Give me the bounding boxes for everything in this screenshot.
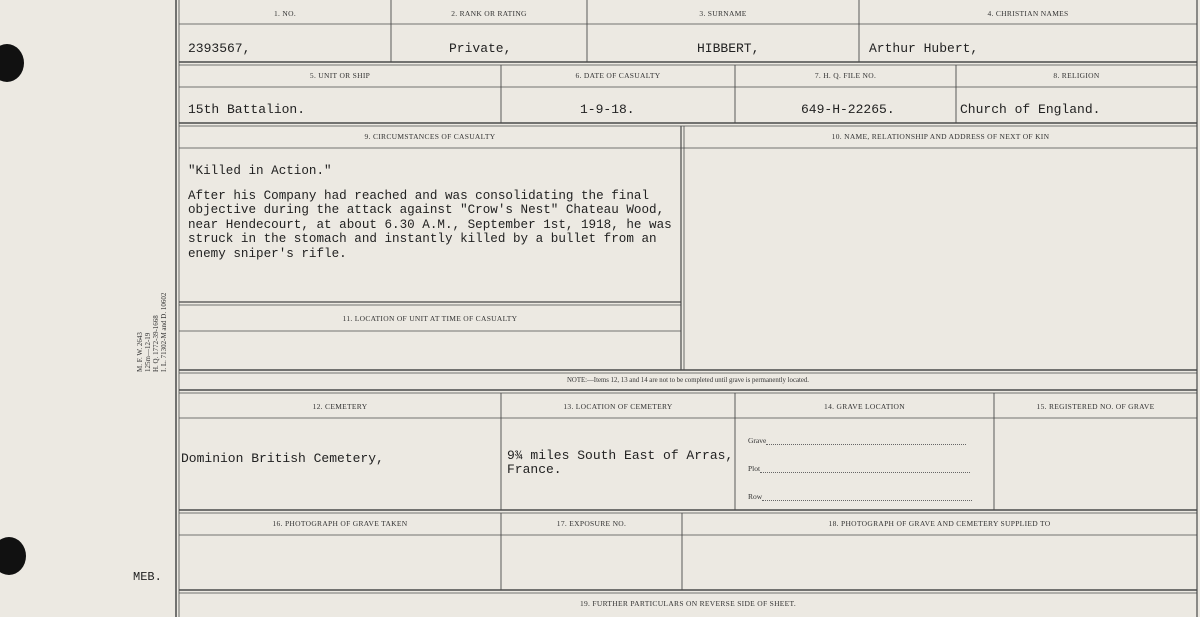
location-of-unit-label: 11. LOCATION OF UNIT AT TIME OF CASUALTY	[342, 314, 518, 323]
date-value: 1-9-18.	[580, 102, 635, 117]
christian-names-label: 4. CHRISTIAN NAMES	[987, 9, 1069, 18]
initials: MEB.	[133, 570, 162, 584]
photo-supplied-label: 18. PHOTOGRAPH OF GRAVE AND CEMETERY SUPPLIED TO	[828, 519, 1051, 528]
circumstances-line: struck in the stomach and instantly killed by a bullet from an	[188, 232, 657, 246]
circumstances-line: "Killed in Action."	[188, 164, 332, 178]
row-field-label: Row	[748, 492, 763, 501]
service-number: 2393567,	[188, 41, 251, 56]
grave-location-label: 14. GRAVE LOCATION	[824, 402, 905, 411]
circumstances-line: near Hendecourt, at about 6.30 A.M., September 1st, 1918, he was	[188, 217, 672, 232]
cemetery-location-label: 13. LOCATION OF CEMETERY	[563, 402, 673, 411]
unit-label: 5. UNIT OR SHIP	[309, 71, 371, 80]
row-field-line	[762, 492, 972, 501]
grave-location-fields	[748, 436, 978, 506]
grave-field-label: Grave	[748, 436, 767, 445]
circumstances-line: objective during the attack against "Crow's Nest" Chateau Wood,	[188, 203, 665, 217]
file-no-value: 649-H-22265.	[801, 102, 895, 117]
cemetery-location-line: 9¾ miles South East of Arras,	[507, 448, 734, 463]
date-label: 6. DATE OF CASUALTY	[575, 71, 661, 80]
christian-names-value: Arthur Hubert,	[869, 41, 979, 56]
circumstances-line: enemy sniper's rifle.	[188, 246, 347, 261]
cemetery-location-value	[507, 449, 733, 477]
rank-value: Private,	[449, 41, 512, 56]
next-of-kin-label: 10. NAME, RELATIONSHIP AND ADDRESS OF NEXT OF KIN	[831, 132, 1050, 141]
form-code-line: 125m—12-19	[144, 332, 152, 372]
file-no-label: 7. H. Q. FILE NO.	[814, 71, 877, 80]
circumstances-line	[188, 179, 672, 189]
religion-value: Church of England.	[960, 102, 1101, 117]
registered-no-label: 15. REGISTERED NO. OF GRAVE	[1036, 402, 1155, 411]
surname-value: HIBBERT,	[697, 41, 760, 56]
surname-label: 3. SURNAME	[699, 9, 747, 18]
form-code-line: H. Q. 1772-39-1668	[152, 315, 160, 372]
cemetery-label: 12. CEMETERY	[312, 402, 368, 411]
cemetery-location-line: France.	[507, 462, 562, 477]
exposure-no-label: 17. EXPOSURE NO.	[556, 519, 627, 528]
rank-label: 2. RANK OR RATING	[451, 9, 527, 18]
grave-field-line	[766, 436, 966, 445]
form-code-line: M. F. W. 2643	[136, 332, 144, 372]
cemetery-value: Dominion British Cemetery,	[181, 451, 384, 466]
form-code-line: I. L. 71302-M and D. 10602	[160, 292, 168, 372]
circumstances-label: 9. CIRCUMSTANCES OF CASUALTY	[364, 132, 496, 141]
unit-value: 15th Battalion.	[188, 102, 306, 117]
plot-field-label: Plot	[748, 464, 761, 473]
religion-label: 8. RELIGION	[1053, 71, 1100, 80]
note-text: NOTE:—Items 12, 13 and 14 are not to be completed until grave is permanently located.	[567, 377, 809, 384]
plot-field-line	[760, 464, 970, 473]
circumstances-text	[188, 164, 672, 261]
footer-note: 19. FURTHER PARTICULARS ON REVERSE SIDE OF SHEET.	[579, 599, 797, 608]
circumstances-line: After his Company had reached and was consolidating the final	[188, 188, 650, 203]
no-label: 1. NO.	[273, 9, 296, 18]
photo-taken-label: 16. PHOTOGRAPH OF GRAVE TAKEN	[272, 519, 408, 528]
